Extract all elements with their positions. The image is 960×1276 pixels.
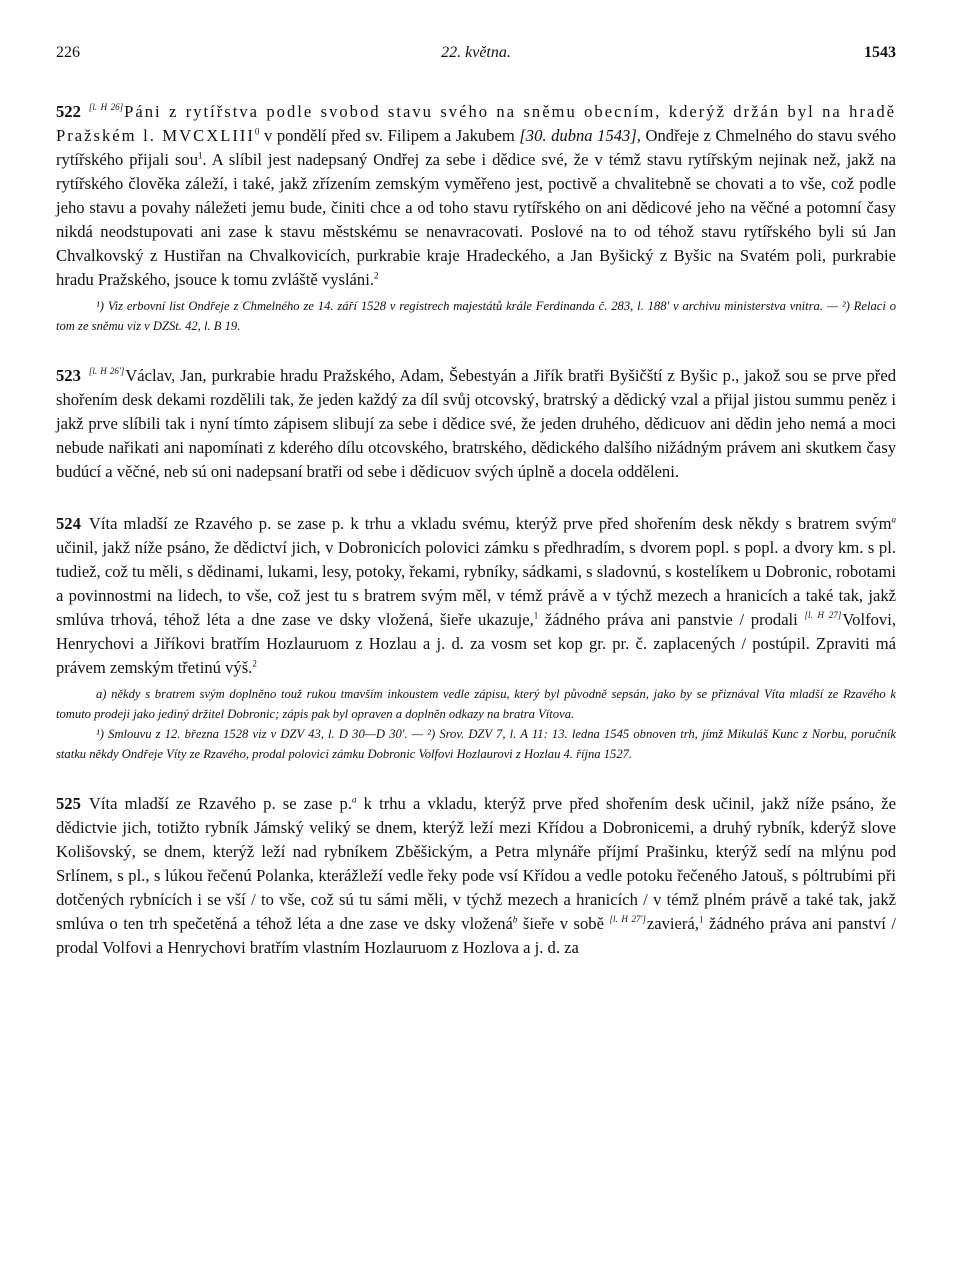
- page: [56, 44, 896, 960]
- entry-525: [56, 792, 896, 960]
- footnote: ¹) Smlouvu z 12. března 1528 viz v DZV 43, l. D 30—D 30'. — ²) Srov. DZV 7, l. A 11: 13. ledna 1545 obnoven trh, jímž Mikuláš Kunc z Norbu, poručník statku někdy Ondřeje Víty ze Rzavého, prodal polovici zámku Dobronic Volfovi Hozlaurovi z Hozlau 4. října 1527.: [56, 727, 896, 761]
- page-number: 226: [56, 44, 80, 61]
- entry-523: [56, 364, 896, 484]
- entry-number: 522: [56, 102, 81, 121]
- running-year: 1543: [864, 44, 896, 61]
- folio-reference: [l. H 26]: [88, 102, 124, 113]
- footnotes: [56, 296, 896, 336]
- folio-reference: [l. H 27']: [609, 914, 646, 925]
- entry-522: [56, 100, 896, 336]
- entry-body: 522 [l. H 26]Páni z rytířstva podle svobod stavu svého na sněmu obecním, kderýž držán byl na hradě Pražském l. MVCXLIII$^0$ v pondělí před sv. Filipem a Jakubem [30. dubna 1543], Ondřeje z Chmelného do stavu svého rytířského přijali sou$^1$. A slíbil jest nadepsaný Ondřej za sebe i dědice své, že v témž stavu rytířským nejinak než, jakž na rytířského člověka záleží, i také, jakž zřízením zemským vyměřeno jest, poctivě a chvalitebně se chovati a to vše, což podle jeho stavu a povahy náležeti jemu bude, činiti chce a od toho stavu rytířského on ani dědicové jeho na věčné a potomní časy nikdá neodstupovati ani zase k stavu městskému se nenavracovati. Poslové na to od téhož stavu rytířského byli sú Jan Chvalkovský z Hustiřan na Chvalkovicích, purkrabie kraje Hradeckého, a Jan Byšický z Byšic na Svatém poli, purkrabie hradu Pražského, jsouce k tomu zvláště vysláni.$^2$: [56, 102, 897, 289]
- footnote: ¹) Viz erbovní list Ondřeje z Chmelného ze 14. září 1528 v registrech majestátů krále Ferdinanda č. 283, l. 188' v archivu ministerstva vnitra. — ²) Relaci o tom ze sněmu viz v DZSt. 42, l. B 19.: [56, 299, 896, 333]
- note-mark: b: [512, 914, 518, 925]
- entry-body: 525 Víta mladší ze Rzavého p. se zase p.$^a$ k trhu a vkladu, kterýž prve před shořením desk učinil, jakž níže psáno, že dědictvie jich, totižto rybník Jámský veliký se dnem, kterýž leží mezi Křídou a Dobronicemi, a druhý rybník, kderýž slove Kolišovský, se dnem, kterýž leží nad rybníkem Zběšickým, a Petra mlynáře příjmí Prašinku, kterýž sedí na mlýnu pod Srlínem, s pl., s lúkou řečenú Polanka, kterážleží vedle řeky pode vsí Křídou a vedle potoku řečeného Jatouš, s póltrubími při dotčených rybnících i se vší / to vše, což sú tu sámi měli, v týchž mezech a hranicích / v témž plném právě a také tak, jakž smlúva o ten trh spečetěná a téhož léta a dne zase ve dsky vložená$^b$ šieře v sobě [l. H 27']zavierá,$^1$ žádného práva ani panství / prodal Volfovi a Henrychovi bratřím vlastním Hozlauruom z Hozlova a j. d. za: [56, 794, 896, 957]
- folio-reference: [l. H 26']: [88, 366, 125, 377]
- running-title-date: 22. května.: [441, 44, 511, 61]
- entry-524: [56, 512, 896, 764]
- entry-number: 525: [56, 794, 81, 813]
- entry-number: 524: [56, 514, 81, 533]
- folio-reference: [l. H 27]: [804, 610, 842, 621]
- entry-body: 524 Víta mladší ze Rzavého p. se zase p. k trhu a vkladu svému, kterýž prve před shořením desk někdy s bratrem svým$^a$ učinil, jakž níže psáno, že dědictví jich, v Dobronicích polovici zámku s předhradím, s dvorem popl. s popl. a dvory km. s pl. tudiež, což tu měli, s dědinami, lukami, lesy, potoky, řekami, rybníky, sádkami, s sladovnú, s kostelíkem u Dobronic, robotami a povinnostmi na lidech, to vše, což jest tu s bratrem svým měl, v témž právě a v týchž mezech a hranicích a také tak, jakž smlúva trhová, téhož léta a dne zase ve dsky vložená, šieře ukazuje,$^1$ žádného práva ani panstvie / prodali [l. H 27]Volfovi, Henrychovi a Jiříkovi bratřím Hozlauruom z Hozlau a j. d. za vosm set kop gr. pr. č. zaplacených / postúpil. Zpraviti má právem zemským třetinú výš.$^2$: [56, 514, 896, 677]
- entry-number: 523: [56, 366, 81, 385]
- note-mark: a: [891, 514, 896, 525]
- footnotes: [56, 684, 896, 764]
- entry-body: 523 [l. H 26']Václav, Jan, purkrabie hradu Pražského, Adam, Šebestyán a Jiřík bratři Byšičští z Byšic p., jakož sou se prve před shořením desk dekami rozdělili tak, že jeden každý za díl svůj otcovský, bratrský a dědický vzal a přijal jistou summu peněz i jakž prve slíbili tak i nyní tímto zápisem slibují za sebe i dědice své, že jeden druhého, dědicuov ani dědin jeho nemá a moci nebude nařikati ani napomínati z kderého dílu otcovského, bratrského, dědického dalšího nižádným právem ani skutkem časy budúcí a věčné, neb sú oni nadepsaní bratři od sebe i dědicuov svých úplně a docela odděleni.: [56, 366, 896, 481]
- footnote: a) někdy s bratrem svým doplněno touž rukou tmavším inkoustem vedle zápisu, který byl původně sepsán, jako by se přiznával Víta mladší ze Rzavého k tomuto prodeji jako jediný držitel Dobronic; zápis pak byl opraven a doplněn odkazy na bratra Vítova.: [56, 687, 896, 721]
- note-mark: a: [351, 794, 357, 805]
- date-note: [30. dubna 1543],: [519, 126, 641, 145]
- running-header: [56, 44, 896, 72]
